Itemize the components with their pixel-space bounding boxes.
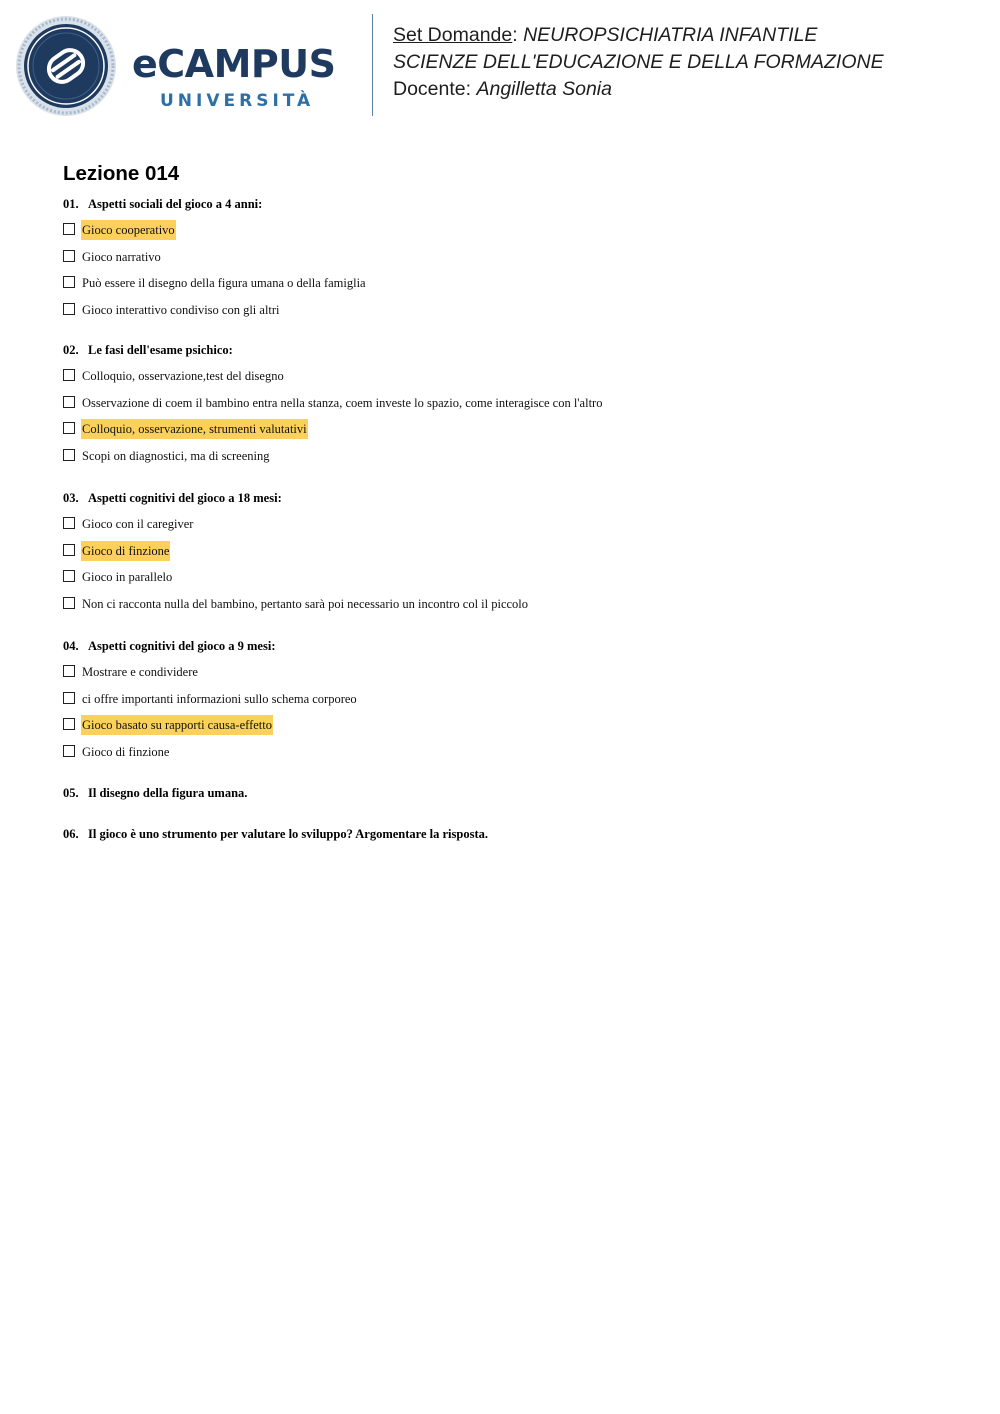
answer-checkbox[interactable] [63, 745, 75, 757]
answer-text: Gioco di finzione [82, 745, 170, 759]
question-3 [63, 488, 282, 508]
brand-name: eCAMPUS [132, 42, 336, 86]
answer-text-highlighted: Gioco di finzione [81, 541, 170, 561]
question-text: Aspetti cognitivi del gioco a 9 mesi: [88, 639, 276, 653]
answer-checkbox[interactable] [63, 449, 75, 461]
university-seal-logo [15, 15, 117, 117]
question-number: 04. [63, 639, 79, 653]
answer-text: Mostrare e condividere [82, 665, 198, 679]
set-label: Set Domande [393, 24, 513, 46]
course-name: NEUROPSICHIATRIA INFANTILE [523, 24, 818, 46]
answer-text: Gioco in parallelo [82, 570, 173, 584]
answer-text: Può essere il disegno della figura umana o della famiglia [82, 276, 366, 290]
question-number: 05. [63, 786, 79, 800]
question-text: Le fasi dell'esame psichico: [88, 343, 233, 357]
docente-label: Docente: [393, 78, 477, 100]
answer-text: Non ci racconta nulla del bambino, pertanto sarà poi necessario un incontro col il piccolo [82, 597, 529, 611]
docente-line [393, 76, 983, 103]
question-5 [63, 783, 247, 803]
brand-subtitle: UNIVERSITÀ [160, 91, 315, 111]
question-text: Il gioco è uno strumento per valutare lo sviluppo? Argomentare la risposta. [88, 827, 488, 841]
set-separator: : [512, 24, 524, 46]
answer-text-highlighted: Gioco cooperativo [81, 220, 176, 240]
question-number: 03. [63, 491, 79, 505]
question-text: Il disegno della figura umana. [88, 786, 248, 800]
answer-checkbox[interactable] [63, 369, 75, 381]
question-1 [63, 194, 262, 214]
answer-text-highlighted: Gioco basato su rapporti causa-effetto [81, 715, 273, 735]
question-number: 02. [63, 343, 79, 357]
docente-name: Angilletta Sonia [476, 78, 612, 100]
question-number: 06. [63, 827, 79, 841]
answer-checkbox[interactable] [63, 250, 75, 262]
answer-checkbox[interactable] [63, 665, 75, 677]
lesson-title: Lezione 014 [63, 162, 180, 185]
answer-checkbox[interactable] [63, 303, 75, 315]
question-text: Aspetti sociali del gioco a 4 anni: [88, 197, 263, 211]
answer-checkbox[interactable] [63, 223, 75, 235]
answer-checkbox[interactable] [63, 276, 75, 288]
answer-text: Scopi on diagnostici, ma di screening [82, 449, 270, 463]
answer-text-highlighted: Colloquio, osservazione, strumenti valutativi [81, 419, 308, 439]
header-divider [372, 14, 373, 116]
course-info [393, 22, 983, 103]
answer-text: Gioco interattivo condiviso con gli altri [82, 303, 280, 317]
course-line [393, 22, 983, 49]
answer-checkbox[interactable] [63, 422, 75, 434]
question-text: Aspetti cognitivi del gioco a 18 mesi: [88, 491, 282, 505]
answer-checkbox[interactable] [63, 544, 75, 556]
faculty-name: SCIENZE DELL'EDUCAZIONE E DELLA FORMAZIONE [393, 51, 884, 73]
answer-text: Osservazione di coem il bambino entra nella stanza, coem investe lo spazio, come interagisce con l'altro [82, 396, 603, 410]
answer-checkbox[interactable] [63, 692, 75, 704]
answer-checkbox[interactable] [63, 517, 75, 529]
answer-text: Gioco con il caregiver [82, 517, 194, 531]
ecampus-wordmark [132, 42, 358, 114]
question-number: 01. [63, 197, 79, 211]
answer-text: Gioco narrativo [82, 250, 161, 264]
answer-text: ci offre importanti informazioni sullo schema corporeo [82, 692, 357, 706]
answer-checkbox[interactable] [63, 597, 75, 609]
question-6 [63, 824, 488, 844]
question-2 [63, 340, 233, 360]
answer-checkbox[interactable] [63, 396, 75, 408]
answer-checkbox[interactable] [63, 570, 75, 582]
question-4 [63, 636, 275, 656]
answer-checkbox[interactable] [63, 718, 75, 730]
answer-text: Colloquio, osservazione,test del disegno [82, 369, 284, 383]
page-header [0, 0, 1000, 130]
